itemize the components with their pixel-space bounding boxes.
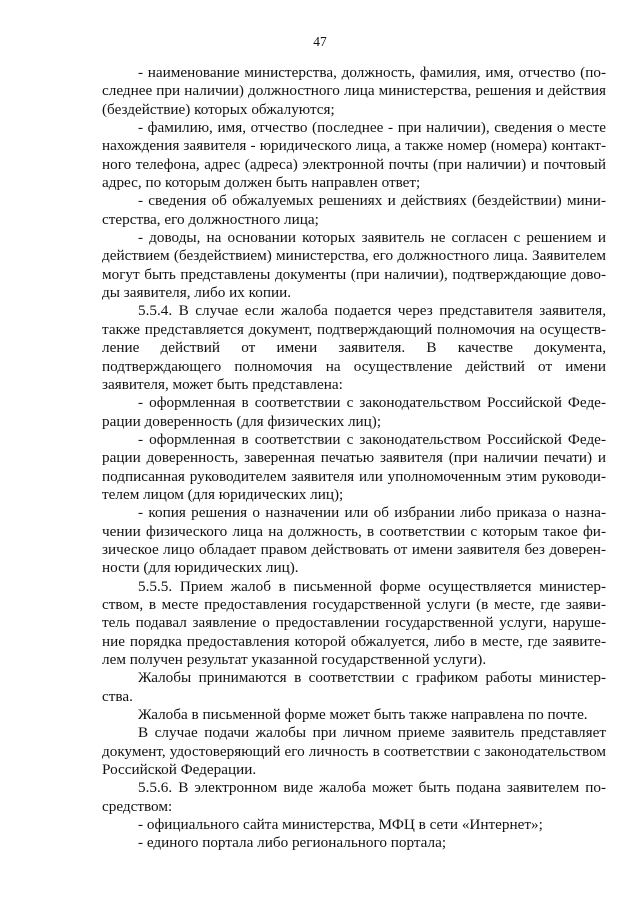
paragraph-personal-reception: В случае подачи жалобы при личном приеме заявитель представляет документ, удостоверяющий его личность в соответствии с законодательством Российской Федерации. — [102, 724, 606, 779]
paragraph-list-item-power-of-attorney-individuals: - оформленная в соответствии с законодательством Российской Федерации доверенность (для физических лиц); — [102, 394, 606, 430]
paragraph-list-item-power-of-attorney-legal: - оформленная в соответствии с законодательством Российской Федерации доверенность, заверенная печатью заявителя (при наличии печати) и подписанная руководителем заявителя или уполномоченным этим руководителем лицом (для юридических лиц); — [102, 430, 606, 503]
paragraph-by-mail: Жалоба в письменной форме может быть также направлена по почте. — [138, 706, 588, 724]
paragraph-list-item-appointment-copy: - копия решения о назначении или об избрании либо приказа о назначении физического лица на должность, в соответствии с которым такое физическое лицо обладает правом действовать от имени заявителя без доверенности (для юридических лиц). — [102, 504, 606, 577]
paragraph-list-item-unified-portal: - единого портала либо регионального портала; — [138, 834, 447, 852]
page-number: 47 — [313, 34, 327, 49]
paragraph-schedule: Жалобы принимаются в соответствии с графиком работы министерства. — [102, 669, 606, 705]
paragraph-5-5-4: 5.5.4. В случае если жалоба подается через представителя заявителя, также представляется документ, подтверждающий полномочия на осуществление действий от имени заявителя. В качестве документа, подтверждающего полномочия на осуществление действий от имени заявителя, может быть представлена: — [102, 302, 606, 393]
paragraph-5-5-6: 5.5.6. В электронном виде жалоба может быть подана заявителем посредством: — [102, 779, 606, 815]
paragraph-5-5-5: 5.5.5. Прием жалоб в письменной форме осуществляется министерством, в месте предоставления государственной услуги (в месте, где заявитель подавал заявление о предоставлении государственной услуги, нарушение порядка предоставления которой обжалуется, либо в месте, где заявителем получен результат указанной государственной услуги). — [102, 577, 606, 668]
paragraph-list-item-applicant-details: - фамилию, имя, отчество (последнее - при наличии), сведения о месте нахождения заявителя - юридического лица, а также номер (номера) контактного телефона, адрес (адреса) электронной почты (при наличии) и почтовый адрес, по которым должен быть направлен ответ; — [102, 119, 606, 192]
paragraph-list-item-ministry-name: - наименование министерства, должность, фамилия, имя, отчество (последнее при наличии) должностного лица министерства, решения и действия (бездействие) которых обжалуются; — [102, 64, 606, 118]
paragraph-list-item-official-site: - официального сайта министерства, МФЦ в сети «Интернет»; — [138, 816, 543, 834]
document-body — [102, 64, 606, 853]
paragraph-list-item-appealed-decisions: - сведения об обжалуемых решениях и действиях (бездействии) министерства, его должностного лица; — [102, 192, 606, 228]
paragraph-list-item-arguments: - доводы, на основании которых заявитель не согласен с решением и действием (бездействием) министерства, его должностного лица. Заявителем могут быть представлены документы (при наличии), подтверждающие доводы заявителя, либо их копии. — [102, 229, 606, 302]
